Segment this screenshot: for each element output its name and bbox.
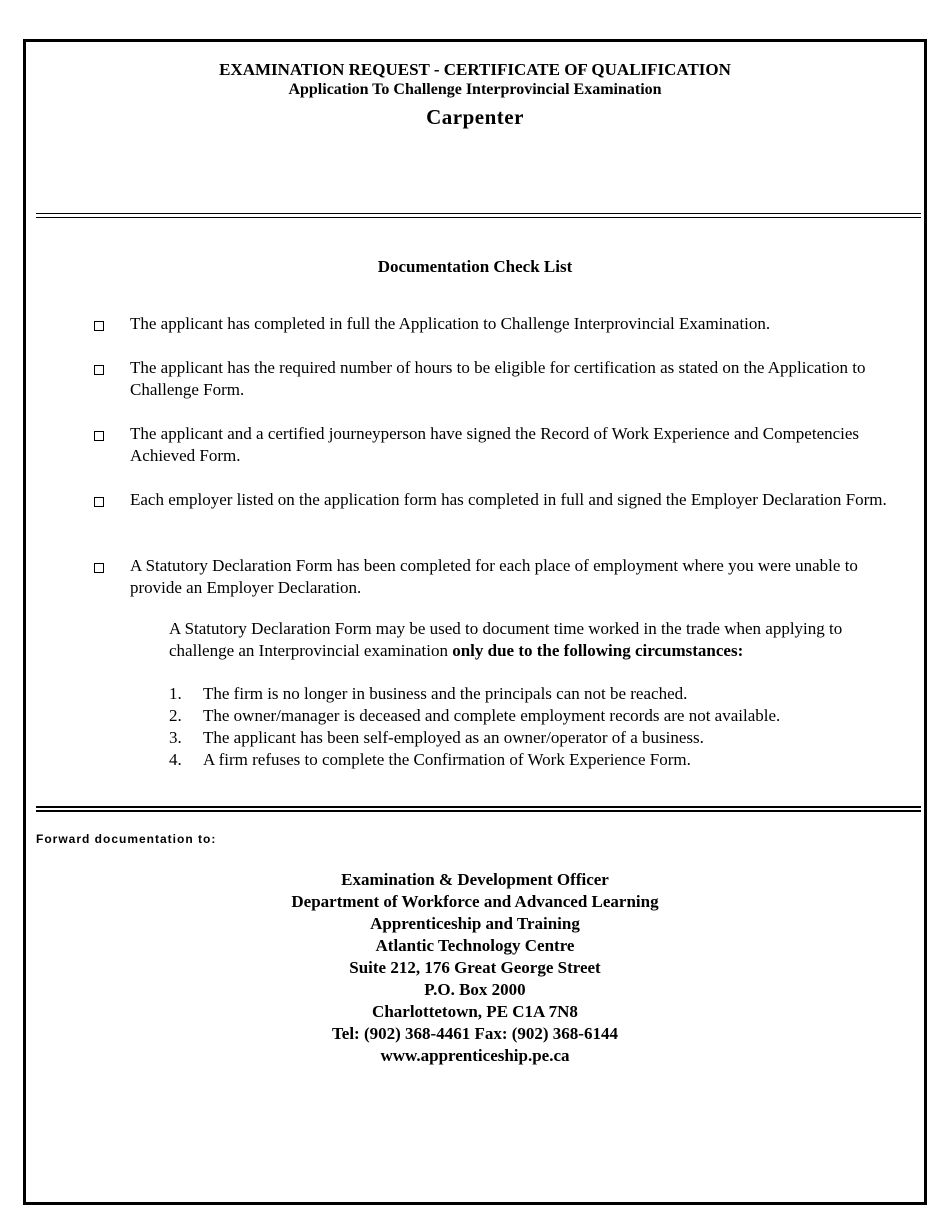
checklist-item-5: A Statutory Declaration Form has been completed for each place of employment where you were unable to provide an Employer Declaration. [130,556,858,597]
form-frame [23,39,927,1205]
forward-label: Forward documentation to: [36,832,217,846]
address-line: Charlottetown, PE C1A 7N8 [372,1002,578,1021]
checkbox-3[interactable] [94,431,104,441]
address-line: Suite 212, 176 Great George Street [349,958,601,977]
list-item: 4. A firm refuses to complete the Confirmation of Work Experience Form. [169,750,691,769]
checklist-title: Documentation Check List [377,257,573,276]
statutory-note [169,618,910,662]
checklist-item-3: The applicant and a certified journeyperson have signed the Record of Work Experience and Competencies Achieved Form. [130,424,860,465]
list-item: 2. The owner/manager is deceased and complete employment records are not available. [169,706,781,725]
mailing-address [26,869,924,1067]
address-line: Department of Workforce and Advanced Learning [291,892,659,911]
address-line: Atlantic Technology Centre [375,936,575,955]
checkbox-2[interactable] [94,365,104,375]
checkbox-4[interactable] [94,497,104,507]
header-divider [36,213,921,218]
form-title: EXAMINATION REQUEST - CERTIFICATE OF QUALIFICATION [219,60,731,79]
website-link[interactable]: www.apprenticeship.pe.ca [380,1046,570,1065]
trade-name: Carpenter [426,105,524,129]
checklist-item-1: The applicant has completed in full the Application to Challenge Interprovincial Examination. [130,314,771,333]
statutory-note-text: A Statutory Declaration Form may be used to document time worked in the trade when applying to challenge an Interprovincial examination [169,619,843,660]
form-subtitle: Application To Challenge Interprovincial Examination [288,81,662,98]
address-line: Apprenticeship and Training [370,914,580,933]
address-line: Tel: (902) 368-4461 Fax: (902) 368-6144 [332,1024,618,1043]
list-item: 1. The firm is no longer in business and the principals can not be reached. [169,684,688,703]
checklist-divider [36,806,921,812]
circumstances-list [169,683,780,771]
checklist-item-2: The applicant has the required number of hours to be eligible for certification as stated on the Application to Challenge Form. [130,358,866,399]
checkbox-1[interactable] [94,321,104,331]
address-line: P.O. Box 2000 [424,980,526,999]
list-item: 3. The applicant has been self-employed as an owner/operator of a business. [169,728,704,747]
address-line: Examination & Development Officer [341,870,609,889]
form-header [26,60,924,130]
checkbox-5[interactable] [94,563,104,573]
statutory-note-emphasis: only due to the following circumstances: [452,641,744,660]
checklist-item-4: Each employer listed on the application form has completed in full and signed the Employer Declaration Form. [130,490,887,509]
